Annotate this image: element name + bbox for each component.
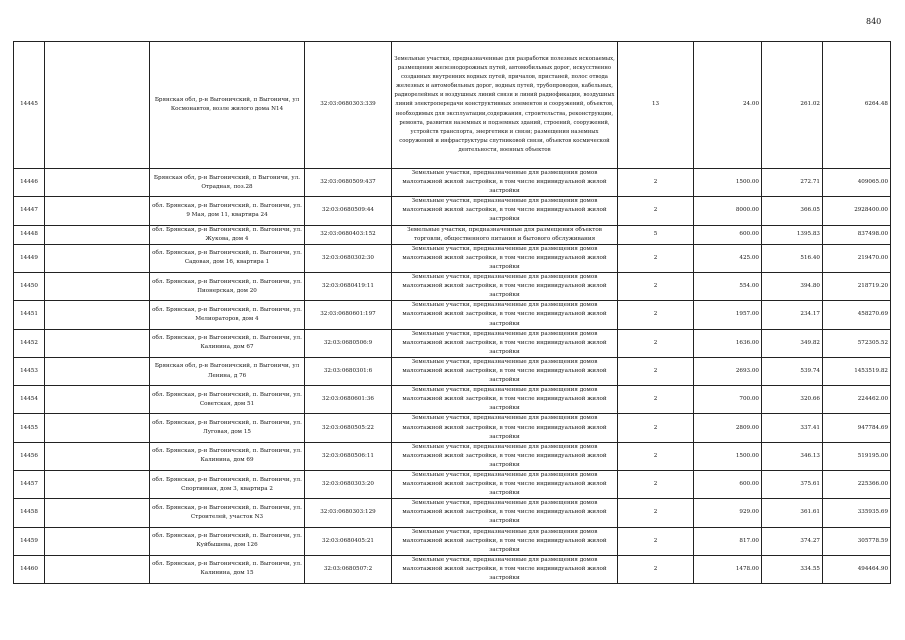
cadastral-number-cell: 32:03:0680302:30 xyxy=(305,244,392,272)
land-use-cell: Земельные участки, предназначенные для размещения домов малоэтажной жилой застройки, в том числе индивидуальной жилой застройки xyxy=(392,527,618,555)
cadastral-number-cell: 32:03:0680506:9 xyxy=(305,329,392,357)
address-cell: обл. Брянская, р-н Выгоничский, п. Выгоничи, ул. Садовая, дом 16, квартира 1 xyxy=(150,244,305,272)
table-row xyxy=(14,197,891,225)
empty-cell xyxy=(45,499,150,527)
specific-value-cell: 334.55 xyxy=(762,555,823,583)
cadastral-value-cell: 218719.20 xyxy=(823,273,891,301)
empty-cell xyxy=(45,225,150,244)
empty-cell xyxy=(45,414,150,442)
area-cell: 600.00 xyxy=(694,225,762,244)
cadastral-number-cell: 32:03:0680405:21 xyxy=(305,527,392,555)
area-cell: 1500.00 xyxy=(694,442,762,470)
cadastral-number-cell: 32:03:0680303:20 xyxy=(305,471,392,499)
area-cell: 24.00 xyxy=(694,42,762,169)
row-number-cell: 14456 xyxy=(14,442,45,470)
table-row xyxy=(14,527,891,555)
row-number-cell: 14446 xyxy=(14,169,45,197)
row-number-cell: 14457 xyxy=(14,471,45,499)
specific-value-cell: 320.66 xyxy=(762,386,823,414)
table-row xyxy=(14,357,891,385)
cadastral-number-cell: 32:03:0680509:437 xyxy=(305,169,392,197)
category-code-cell: 2 xyxy=(618,386,694,414)
cadastral-number-cell: 32:03:0680509:44 xyxy=(305,197,392,225)
row-number-cell: 14452 xyxy=(14,329,45,357)
land-use-cell: Земельные участки, предназначенные для размещения домов малоэтажной жилой застройки, в том числе индивидуальной жилой застройки xyxy=(392,442,618,470)
table-row xyxy=(14,555,891,583)
category-code-cell: 2 xyxy=(618,499,694,527)
area-cell: 817.00 xyxy=(694,527,762,555)
cadastral-value-cell: 225366.00 xyxy=(823,471,891,499)
area-cell: 2693.00 xyxy=(694,357,762,385)
category-code-cell: 2 xyxy=(618,301,694,329)
cadastral-number-cell: 32:03:0680601:36 xyxy=(305,386,392,414)
row-number-cell: 14445 xyxy=(14,42,45,169)
cadastral-number-cell: 32:03:0680403:152 xyxy=(305,225,392,244)
table-row xyxy=(14,301,891,329)
specific-value-cell: 516.40 xyxy=(762,244,823,272)
empty-cell xyxy=(45,273,150,301)
empty-cell xyxy=(45,329,150,357)
category-code-cell: 2 xyxy=(618,442,694,470)
area-cell: 929.00 xyxy=(694,499,762,527)
land-use-cell: Земельные участки, предназначенные для размещения домов малоэтажной жилой застройки, в том числе индивидуальной жилой застройки xyxy=(392,357,618,385)
cadastral-number-cell: 32:03:0680301:6 xyxy=(305,357,392,385)
category-code-cell: 2 xyxy=(618,273,694,301)
area-cell: 1957.00 xyxy=(694,301,762,329)
address-cell: Брянская обл, р-н Выгоничский, п Выгоничи, ул Космонавтов, возле жилого дома N14 xyxy=(150,42,305,169)
land-use-cell: Земельные участки, предназначенные для размещения домов малоэтажной жилой застройки, в том числе индивидуальной жилой застройки xyxy=(392,386,618,414)
cadastral-value-cell: 494464.90 xyxy=(823,555,891,583)
empty-cell xyxy=(45,442,150,470)
land-use-cell: Земельные участки, предназначенные для разработки полезных ископаемых, размещения железнодорожных путей, автомобильных дорог, искусственно созданных внутренних водных путей, причалов, пристаней, полос отвода железных и автомобильных дорог, водных путей, трубопроводов, кабельных, радиорелейных и воздушных линий связи и линий радиофикации, воздушных линий электропередачи конструктивных элементов и сооружений, объектов, необходимых для эксплуатации,содержания, строительства, реконструкции, ремонта, развития наземных и подземных зданий, строений, сооружений, устройств транспорта, энергетики и связи; размещения наземных сооружений и инфраструктуры спутниковой связи, объектов космической деятельности, военных объектов xyxy=(392,42,618,169)
cadastral-value-cell: 947784.69 xyxy=(823,414,891,442)
land-use-cell: Земельные участки, предназначенные для размещения домов малоэтажной жилой застройки, в том числе индивидуальной жилой застройки xyxy=(392,169,618,197)
cadastral-value-cell: 224462.00 xyxy=(823,386,891,414)
table-row xyxy=(14,169,891,197)
address-cell: Брянская обл, р-н Выгоничский, п Выгоничи, ул Ленина, д 76 xyxy=(150,357,305,385)
specific-value-cell: 234.17 xyxy=(762,301,823,329)
row-number-cell: 14451 xyxy=(14,301,45,329)
cadastral-number-cell: 32:03:0680601:197 xyxy=(305,301,392,329)
empty-cell xyxy=(45,169,150,197)
address-cell: обл. Брянская, р-н Выгоничский, п. Выгоничи, ул. Калинина, дом 67 xyxy=(150,329,305,357)
page-number: 840 xyxy=(866,17,882,26)
specific-value-cell: 346.13 xyxy=(762,442,823,470)
category-code-cell: 2 xyxy=(618,527,694,555)
cadastral-value-cell: 6264.48 xyxy=(823,42,891,169)
address-cell: обл. Брянская, р-н Выгоничский, п. Выгоничи, ул. Спортивная, дом 3, квартира 2 xyxy=(150,471,305,499)
specific-value-cell: 375.61 xyxy=(762,471,823,499)
land-registry-table xyxy=(13,41,891,584)
cadastral-number-cell: 32:03:0680505:22 xyxy=(305,414,392,442)
cadastral-value-cell: 219470.00 xyxy=(823,244,891,272)
address-cell: Брянская обл, р-н Выгоничский, п Выгоничи, ул. Отрадная, поз.28 xyxy=(150,169,305,197)
address-cell: обл. Брянская, р-н Выгоничский, п. Выгоничи, ул. Советская, дом 51 xyxy=(150,386,305,414)
address-cell: обл. Брянская, р-н Выгоничский, п. Выгоничи, ул. Мелиораторов, дом 4 xyxy=(150,301,305,329)
area-cell: 600.00 xyxy=(694,471,762,499)
cadastral-number-cell: 32:03:0680303:129 xyxy=(305,499,392,527)
address-cell: обл. Брянская, р-н Выгоничский, п. Выгоничи, ул. Пионерская, дом 20 xyxy=(150,273,305,301)
cadastral-number-cell: 32:03:0680506:11 xyxy=(305,442,392,470)
land-use-cell: Земельные участки, предназначенные для размещения домов малоэтажной жилой застройки, в том числе индивидуальной жилой застройки xyxy=(392,197,618,225)
address-cell: обл. Брянская, р-н Выгоничский, п. Выгоничи, ул. Калинина, дом 69 xyxy=(150,442,305,470)
empty-cell xyxy=(45,301,150,329)
empty-cell xyxy=(45,527,150,555)
table-row xyxy=(14,386,891,414)
row-number-cell: 14459 xyxy=(14,527,45,555)
area-cell: 554.00 xyxy=(694,273,762,301)
cadastral-number-cell: 32:03:0680507:2 xyxy=(305,555,392,583)
table-body xyxy=(14,42,891,584)
category-code-cell: 2 xyxy=(618,471,694,499)
category-code-cell: 2 xyxy=(618,329,694,357)
category-code-cell: 2 xyxy=(618,169,694,197)
cadastral-value-cell: 305778.59 xyxy=(823,527,891,555)
land-use-cell: Земельные участки, предназначенные для размещения домов малоэтажной жилой застройки, в том числе индивидуальной жилой застройки xyxy=(392,301,618,329)
empty-cell xyxy=(45,357,150,385)
row-number-cell: 14455 xyxy=(14,414,45,442)
area-cell: 1500.00 xyxy=(694,169,762,197)
table-row xyxy=(14,273,891,301)
row-number-cell: 14449 xyxy=(14,244,45,272)
category-code-cell: 5 xyxy=(618,225,694,244)
empty-cell xyxy=(45,244,150,272)
category-code-cell: 2 xyxy=(618,244,694,272)
specific-value-cell: 366.05 xyxy=(762,197,823,225)
cadastral-value-cell: 335935.69 xyxy=(823,499,891,527)
specific-value-cell: 394.80 xyxy=(762,273,823,301)
specific-value-cell: 261.02 xyxy=(762,42,823,169)
row-number-cell: 14447 xyxy=(14,197,45,225)
row-number-cell: 14458 xyxy=(14,499,45,527)
specific-value-cell: 272.71 xyxy=(762,169,823,197)
land-use-cell: Земельные участки, предназначенные для размещения домов малоэтажной жилой застройки, в том числе индивидуальной жилой застройки xyxy=(392,329,618,357)
specific-value-cell: 1395.83 xyxy=(762,225,823,244)
table-row xyxy=(14,414,891,442)
category-code-cell: 13 xyxy=(618,42,694,169)
empty-cell xyxy=(45,197,150,225)
address-cell: обл. Брянская, р-н Выгоничский, п. Выгоничи, ул. Луговая, дом 15 xyxy=(150,414,305,442)
empty-cell xyxy=(45,42,150,169)
area-cell: 425.00 xyxy=(694,244,762,272)
area-cell: 8000.00 xyxy=(694,197,762,225)
cadastral-value-cell: 519195.00 xyxy=(823,442,891,470)
specific-value-cell: 361.61 xyxy=(762,499,823,527)
category-code-cell: 2 xyxy=(618,414,694,442)
land-use-cell: Земельные участки, предназначенные для размещения домов малоэтажной жилой застройки, в том числе индивидуальной жилой застройки xyxy=(392,414,618,442)
cadastral-value-cell: 409065.00 xyxy=(823,169,891,197)
address-cell: обл. Брянская, р-н Выгоничский, п. Выгоничи, ул. Строителей, участок N3 xyxy=(150,499,305,527)
row-number-cell: 14454 xyxy=(14,386,45,414)
category-code-cell: 2 xyxy=(618,357,694,385)
table-row xyxy=(14,329,891,357)
specific-value-cell: 337.41 xyxy=(762,414,823,442)
land-use-cell: Земельные участки, предназначенные для размещения домов малоэтажной жилой застройки, в том числе индивидуальной жилой застройки xyxy=(392,273,618,301)
table-row xyxy=(14,442,891,470)
table-row xyxy=(14,499,891,527)
cadastral-value-cell: 2928400.00 xyxy=(823,197,891,225)
cadastral-value-cell: 1453519.82 xyxy=(823,357,891,385)
row-number-cell: 14453 xyxy=(14,357,45,385)
land-use-cell: Земельные участки, предназначенные для размещения домов малоэтажной жилой застройки, в том числе индивидуальной жилой застройки xyxy=(392,471,618,499)
address-cell: обл. Брянская, р-н Выгоничский, п. Выгоничи, ул. 9 Мая, дом 11, квартира 24 xyxy=(150,197,305,225)
specific-value-cell: 349.82 xyxy=(762,329,823,357)
empty-cell xyxy=(45,386,150,414)
area-cell: 2809.00 xyxy=(694,414,762,442)
cadastral-value-cell: 572305.52 xyxy=(823,329,891,357)
table-row xyxy=(14,42,891,169)
specific-value-cell: 539.74 xyxy=(762,357,823,385)
land-use-cell: Земельные участки, предназначенные для размещения объектов торговли, общественного питания и бытового обслуживания xyxy=(392,225,618,244)
land-use-cell: Земельные участки, предназначенные для размещения домов малоэтажной жилой застройки, в том числе индивидуальной жилой застройки xyxy=(392,244,618,272)
row-number-cell: 14448 xyxy=(14,225,45,244)
table-row xyxy=(14,244,891,272)
row-number-cell: 14450 xyxy=(14,273,45,301)
row-number-cell: 14460 xyxy=(14,555,45,583)
address-cell: обл. Брянская, р-н Выгоничский, п. Выгоничи, ул. Калинина, дом 15 xyxy=(150,555,305,583)
table-row xyxy=(14,225,891,244)
cadastral-value-cell: 458270.69 xyxy=(823,301,891,329)
empty-cell xyxy=(45,471,150,499)
address-cell: обл. Брянская, р-н Выгоничский, п. Выгоничи, ул. Куйбышева, дом 126 xyxy=(150,527,305,555)
empty-cell xyxy=(45,555,150,583)
area-cell: 1478.00 xyxy=(694,555,762,583)
cadastral-number-cell: 32:03:0680419:11 xyxy=(305,273,392,301)
category-code-cell: 2 xyxy=(618,555,694,583)
table-row xyxy=(14,471,891,499)
cadastral-value-cell: 837498.00 xyxy=(823,225,891,244)
address-cell: обл. Брянская, р-н Выгоничский, п. Выгоничи, ул. Жукова, дом 4 xyxy=(150,225,305,244)
land-use-cell: Земельные участки, предназначенные для размещения домов малоэтажной жилой застройки, в том числе индивидуальной жилой застройки xyxy=(392,499,618,527)
area-cell: 700.00 xyxy=(694,386,762,414)
area-cell: 1636.00 xyxy=(694,329,762,357)
category-code-cell: 2 xyxy=(618,197,694,225)
cadastral-number-cell: 32:03:0680303:339 xyxy=(305,42,392,169)
land-use-cell: Земельные участки, предназначенные для размещения домов малоэтажной жилой застройки, в том числе индивидуальной жилой застройки xyxy=(392,555,618,583)
specific-value-cell: 374.27 xyxy=(762,527,823,555)
